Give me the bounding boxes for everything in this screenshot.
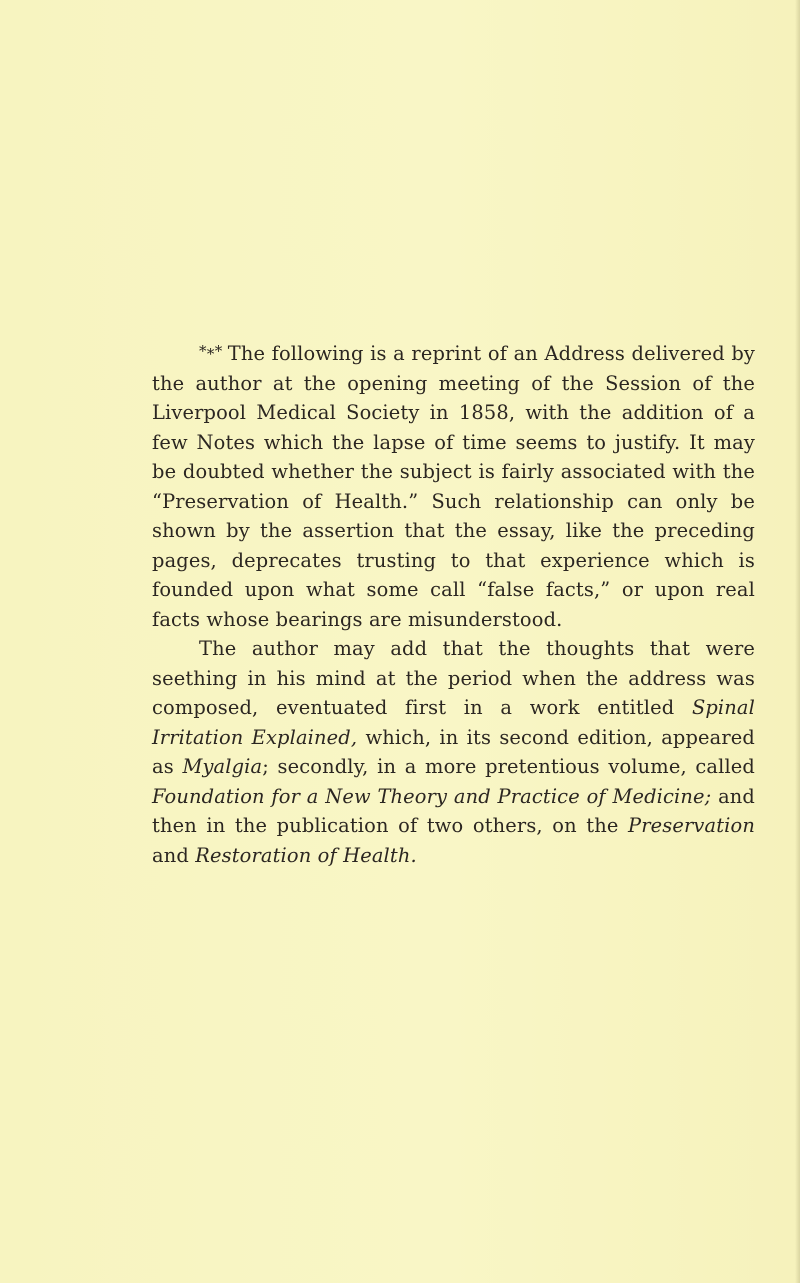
book-title-restoration: Restoration of Health. (195, 843, 417, 867)
text-segment: and (152, 843, 196, 867)
paragraph-2 (152, 634, 755, 870)
paragraph-1-text: The following is a reprint of an Address delivered by the author at the opening meeting of the Session of the Liverpool Medical Society in 1858, with the addition of a few Notes which the lapse of time seems to justify. It may be doubted whether the subject is fairly associated with the “Preservation of Health.” Such relationship can only be shown by the assertion that the essay, like the preceding pages, deprecates trusting to that experience which is founded upon what some call “false facts,” or upon real facts whose bearings are misunderstood. (152, 342, 755, 631)
prefatory-note (152, 337, 755, 870)
text-segment: and then in the publication of two others, on the (152, 784, 755, 837)
text-segment: which, in its second edition, appeared as (152, 725, 755, 778)
book-title-myalgia: Myalgia (182, 755, 263, 778)
book-title-preservation: Preservation (628, 814, 755, 837)
paragraph-1 (152, 337, 755, 634)
asterism: *∗* (199, 342, 222, 360)
page-edge-shadow (795, 0, 800, 1283)
book-title-spinal-irritation: Spinal Irritation Explained, (152, 696, 755, 749)
book-title-foundation: Foundation for a New Theory and Practice of Medicine; (152, 784, 712, 808)
text-segment: ; secondly, in a more pretentious volume, called (262, 755, 755, 778)
text-segment: The author may add that the thoughts that were seething in his mind at the period when the address was composed, eventuated first in a work entitled (152, 637, 755, 719)
